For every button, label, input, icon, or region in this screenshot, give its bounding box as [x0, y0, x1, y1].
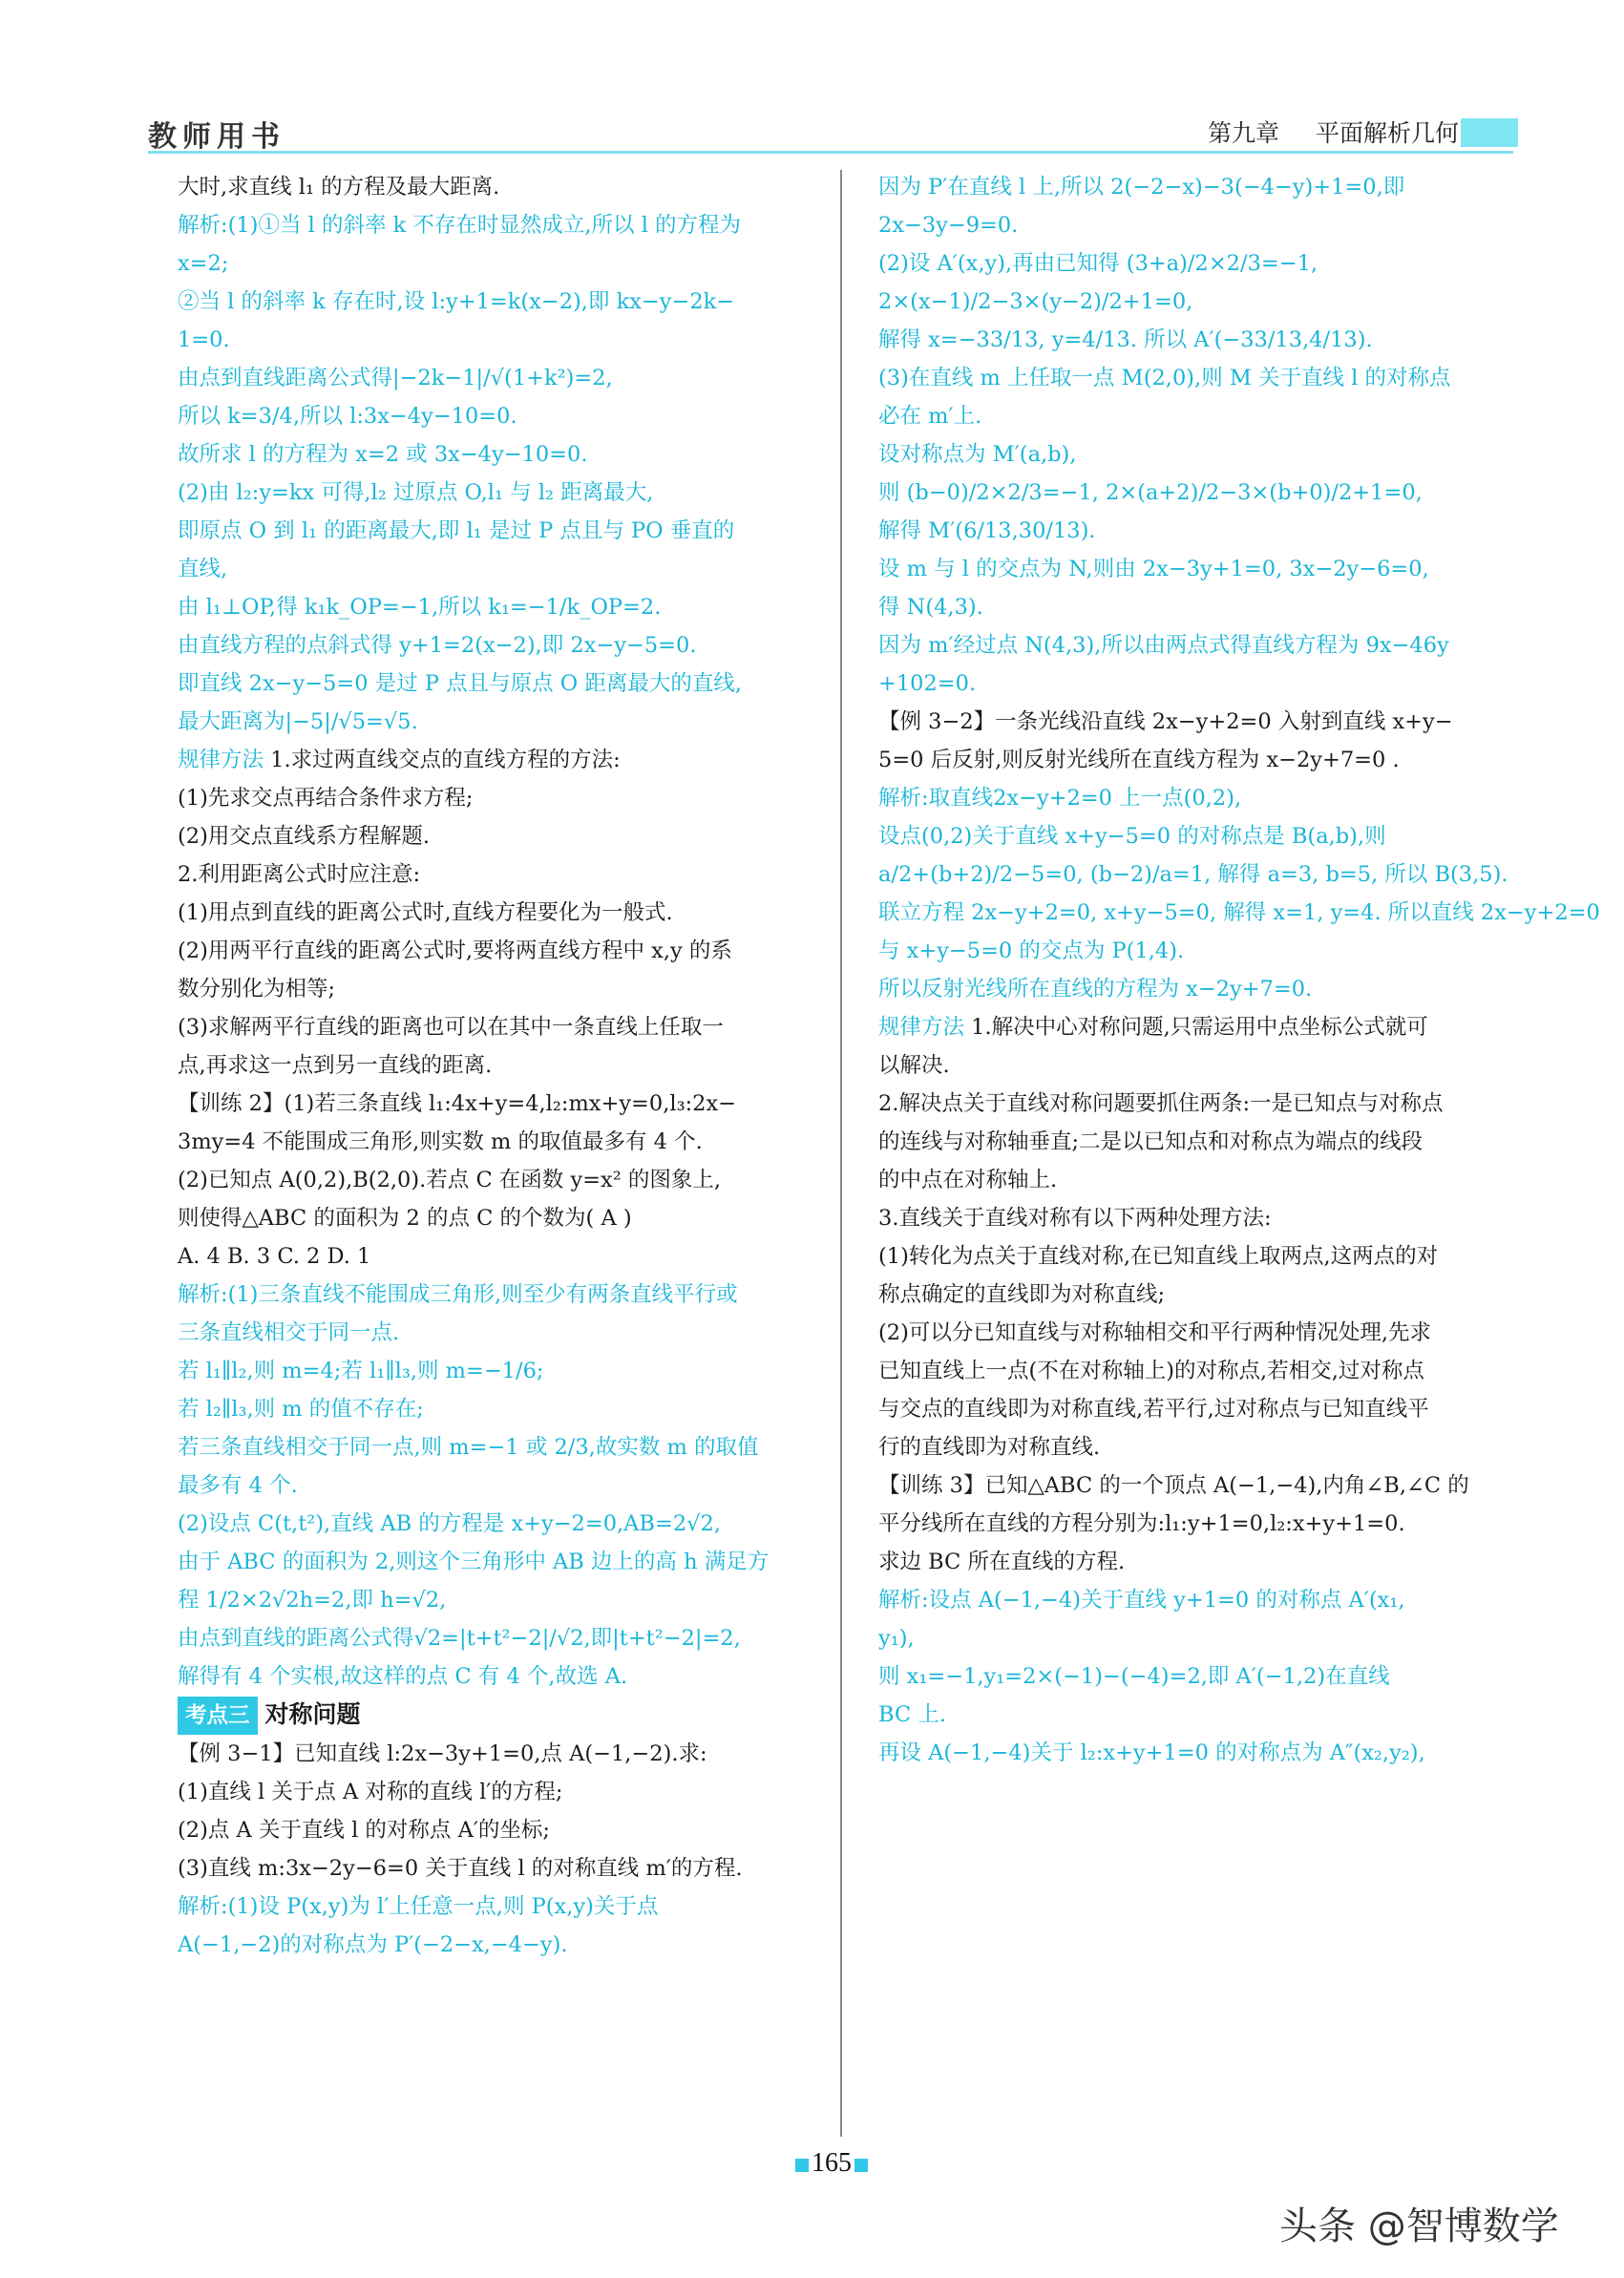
- text-line: x=2;: [178, 251, 229, 276]
- text-line: 由于 ABC 的面积为 2,则这个三角形中 AB 边上的高 h 满足方: [178, 1550, 770, 1574]
- text-line: 平分线所在直线的方程分别为:l₁:y+1=0,l₂:x+y+1=0.: [878, 1511, 1405, 1536]
- text-line: 2.利用距离公式时应注意:: [178, 862, 421, 887]
- text-line: (1)直线 l 关于点 A 对称的直线 l′的方程;: [178, 1780, 563, 1804]
- text-line: 由点到直线的距离公式得√2=|t+t²−2|/√2,即|t+t²−2|=2,: [178, 1626, 741, 1651]
- text-line: (3)直线 m:3x−2y−6=0 关于直线 l 的对称直线 m′的方程.: [178, 1856, 743, 1881]
- text-line: y₁),: [878, 1626, 915, 1651]
- text-line: 行的直线即为对称直线.: [878, 1435, 1101, 1460]
- text-line: 若 l₁∥l₂,则 m=4;若 l₁∥l₃,则 m=−1/6;: [178, 1359, 544, 1383]
- text-line: 5=0 后反射,则反射光线所在直线方程为 x−2y+7=0 .: [878, 748, 1400, 772]
- text-line: 2x−3y−9=0.: [878, 213, 1019, 238]
- page-number-marker: [795, 2159, 809, 2172]
- text-line: (2)用交点直线系方程解题.: [178, 824, 431, 849]
- header-rule: [148, 151, 1513, 154]
- text-line: 解得 M′(6/13,30/13).: [878, 518, 1096, 543]
- page-number-text: 165: [812, 2148, 852, 2178]
- text-line: 称点确定的直线即为对称直线;: [878, 1282, 1166, 1307]
- text-line: 解析:取直线2x−y+2=0 上一点(0,2),: [878, 786, 1242, 811]
- text-line: (2)点 A 关于直线 l 的对称点 A′的坐标;: [178, 1818, 551, 1843]
- watermark: 头条 @智博数学: [1279, 2204, 1559, 2248]
- header-accent-bar: [1461, 118, 1518, 147]
- method-text: 1.求过两直线交点的直线方程的方法:: [264, 748, 621, 772]
- text-line: a/2+(b+2)/2−5=0, (b−2)/a=1, 解得 a=3, b=5, 所以 B(3,5).: [878, 862, 1508, 887]
- text-line: A. 4 B. 3 C. 2 D. 1: [178, 1244, 371, 1269]
- right-column: [878, 168, 1600, 1772]
- header-book-title: 教师用书: [148, 120, 285, 154]
- text-line: 1=0.: [178, 327, 230, 352]
- text-line: BC 上.: [878, 1702, 946, 1727]
- text-line: 所以 k=3/4,所以 l:3x−4y−10=0.: [178, 404, 517, 429]
- method-text: 1.解决中心对称问题,只需运用中点坐标公式就可: [964, 1015, 1428, 1040]
- text-line: 得 N(4,3).: [878, 595, 983, 620]
- text-line: 2.解决点关于直线对称问题要抓住两条:一是已知点与对称点: [878, 1091, 1444, 1116]
- text-line: [878, 1008, 1523, 1046]
- text-line: 因为 m′经过点 N(4,3),所以由两点式得直线方程为 9x−46y: [878, 633, 1449, 658]
- header-chapter: [1208, 115, 1459, 149]
- text-line: (2)设点 C(t,t²),直线 AB 的方程是 x+y−2=0,AB=2√2,: [178, 1511, 721, 1536]
- text-line: 则使得△ABC 的面积为 2 的点 C 的个数为( A ): [178, 1206, 632, 1231]
- text-line: 直线,: [178, 557, 228, 581]
- text-line: 【训练 2】(1)若三条直线 l₁:4x+y=4,l₂:mx+y=0,l₃:2x−: [178, 1091, 737, 1116]
- text-line: 与交点的直线即为对称直线,若平行,过对称点与已知直线平: [878, 1397, 1429, 1422]
- text-line: 数分别化为相等;: [178, 977, 336, 1002]
- text-line: 解析:设点 A(−1,−4)关于直线 y+1=0 的对称点 A′(x₁,: [878, 1588, 1405, 1613]
- text-line: (1)用点到直线的距离公式时,直线方程要化为一般式.: [178, 900, 673, 925]
- text-line: (2)用两平行直线的距离公式时,要将两直线方程中 x,y 的系: [178, 939, 732, 963]
- text-line: 则 x₁=−1,y₁=2×(−1)−(−4)=2,即 A′(−1,2)在直线: [878, 1664, 1390, 1689]
- text-line: 已知直线上一点(不在对称轴上)的对称点,若相交,过对称点: [878, 1359, 1424, 1383]
- page-number-marker: [854, 2159, 868, 2172]
- text-line: 解得有 4 个实根,故这样的点 C 有 4 个,故选 A.: [178, 1664, 628, 1689]
- text-line: 若三条直线相交于同一点,则 m=−1 或 2/3,故实数 m 的取值: [178, 1435, 759, 1460]
- column-divider: [840, 170, 842, 2137]
- text-line: 【例 3−2】一条光线沿直线 2x−y+2=0 入射到直线 x+y−: [878, 709, 1453, 734]
- text-line: 的中点在对称轴上.: [878, 1168, 1058, 1192]
- text-line: (1)先求交点再结合条件求方程;: [178, 786, 474, 811]
- text-line: 故所求 l 的方程为 x=2 或 3x−4y−10=0.: [178, 442, 588, 467]
- text-line: 所以反射光线所在直线的方程为 x−2y+7=0.: [878, 977, 1313, 1002]
- text-line: 联立方程 2x−y+2=0, x+y−5=0, 解得 x=1, y=4. 所以直线 2x−y+2=0: [878, 900, 1600, 925]
- text-line: (3)求解两平行直线的距离也可以在其中一条直线上任取一: [178, 1015, 724, 1040]
- text-line: 解析:(1)①当 l 的斜率 k 不存在时显然成立,所以 l 的方程为: [178, 213, 742, 238]
- text-line: 因为 P′在直线 l 上,所以 2(−2−x)−3(−4−y)+1=0,即: [878, 175, 1405, 200]
- section-title: 对称问题: [264, 1700, 361, 1728]
- method-label: 规律方法: [178, 748, 264, 772]
- text-line: 最大距离为|−5|/√5=√5.: [178, 709, 418, 734]
- text-line: 必在 m′上.: [878, 404, 982, 429]
- text-line: 求边 BC 所在直线的方程.: [878, 1550, 1126, 1574]
- page-number: [792, 2148, 871, 2179]
- method-label: 规律方法: [878, 1015, 965, 1040]
- text-line: 的连线与对称轴垂直;二是以已知点和对称点为端点的线段: [878, 1129, 1424, 1154]
- text-line: 最多有 4 个.: [178, 1473, 298, 1498]
- text-line: 即直线 2x−y−5=0 是过 P 点且与原点 O 距离最大的直线,: [178, 671, 743, 696]
- text-line: 解析:(1)设 P(x,y)为 l′上任意一点,则 P(x,y)关于点: [178, 1894, 659, 1919]
- text-line: 由直线方程的点斜式得 y+1=2(x−2),即 2x−y−5=0.: [178, 633, 697, 658]
- text-line: 即原点 O 到 l₁ 的距离最大,即 l₁ 是过 P 点且与 PO 垂直的: [178, 518, 735, 543]
- text-line: (3)在直线 m 上任取一点 M(2,0),则 M 关于直线 l 的对称点: [878, 366, 1451, 390]
- text-line: [178, 741, 822, 779]
- text-line: 以解决.: [878, 1053, 950, 1078]
- text-line: (2)可以分已知直线与对称轴相交和平行两种情况处理,先求: [878, 1320, 1432, 1345]
- text-line: 若 l₂∥l₃,则 m 的值不存在;: [178, 1397, 424, 1422]
- section-tag: 考点三: [178, 1697, 258, 1735]
- text-line: 解得 x=−33/13, y=4/13. 所以 A′(−33/13,4/13).: [878, 327, 1373, 352]
- text-line: 三条直线相交于同一点.: [178, 1320, 400, 1345]
- text-line: 点,再求这一点到另一直线的距离.: [178, 1053, 493, 1078]
- text-line: 【例 3−1】已知直线 l:2x−3y+1=0,点 A(−1,−2).求:: [178, 1741, 707, 1766]
- text-line: 设 m 与 l 的交点为 N,则由 2x−3y+1=0, 3x−2y−6=0,: [878, 557, 1429, 581]
- text-line: 再设 A(−1,−4)关于 l₂:x+y+1=0 的对称点为 A″(x₂,y₂),: [878, 1740, 1425, 1765]
- text-line: A(−1,−2)的对称点为 P′(−2−x,−4−y).: [178, 1932, 568, 1957]
- text-line: 由 l₁⊥OP,得 k₁k_OP=−1,所以 k₁=−1/k_OP=2.: [178, 595, 662, 620]
- text-line: (2)已知点 A(0,2),B(2,0).若点 C 在函数 y=x² 的图象上,: [178, 1168, 722, 1192]
- left-column: [178, 168, 822, 1964]
- text-line: ②当 l 的斜率 k 存在时,设 l:y+1=k(x−2),即 kx−y−2k−: [178, 289, 735, 314]
- text-line: [178, 1696, 822, 1735]
- text-line: 3.直线关于直线对称有以下两种处理方法:: [878, 1206, 1272, 1231]
- text-line: (1)转化为点关于直线对称,在已知直线上取两点,这两点的对: [878, 1244, 1439, 1269]
- text-line: 与 x+y−5=0 的交点为 P(1,4).: [878, 939, 1185, 963]
- text-line: 解析:(1)三条直线不能围成三角形,则至少有两条直线平行或: [178, 1282, 738, 1307]
- text-line: 大时,求直线 l₁ 的方程及最大距离.: [178, 175, 500, 200]
- text-line: (2)由 l₂:y=kx 可得,l₂ 过原点 O,l₁ 与 l₂ 距离最大,: [178, 480, 654, 505]
- text-line: (2)设 A′(x,y),再由已知得 (3+a)/2×2/3=−1,: [878, 251, 1318, 276]
- text-line: 设点(0,2)关于直线 x+y−5=0 的对称点是 B(a,b),则: [878, 824, 1386, 849]
- text-line: 设对称点为 M′(a,b),: [878, 442, 1077, 467]
- text-line: 则 (b−0)/2×2/3=−1, 2×(a+2)/2−3×(b+0)/2+1=0,: [878, 480, 1423, 505]
- text-line: 【训练 3】已知△ABC 的一个顶点 A(−1,−4),内角∠B,∠C 的: [878, 1473, 1469, 1498]
- text-line: 2×(x−1)/2−3×(y−2)/2+1=0,: [878, 289, 1193, 314]
- text-line: +102=0.: [878, 671, 977, 696]
- chapter-title: 平面解析几何: [1315, 119, 1459, 147]
- text-line: 3my=4 不能围成三角形,则实数 m 的取值最多有 4 个.: [178, 1129, 703, 1154]
- text-line: 由点到直线距离公式得|−2k−1|/√(1+k²)=2,: [178, 366, 613, 390]
- chapter-number: 第九章: [1208, 119, 1280, 147]
- text-line: 程 1/2×2√2h=2,即 h=√2,: [178, 1588, 447, 1613]
